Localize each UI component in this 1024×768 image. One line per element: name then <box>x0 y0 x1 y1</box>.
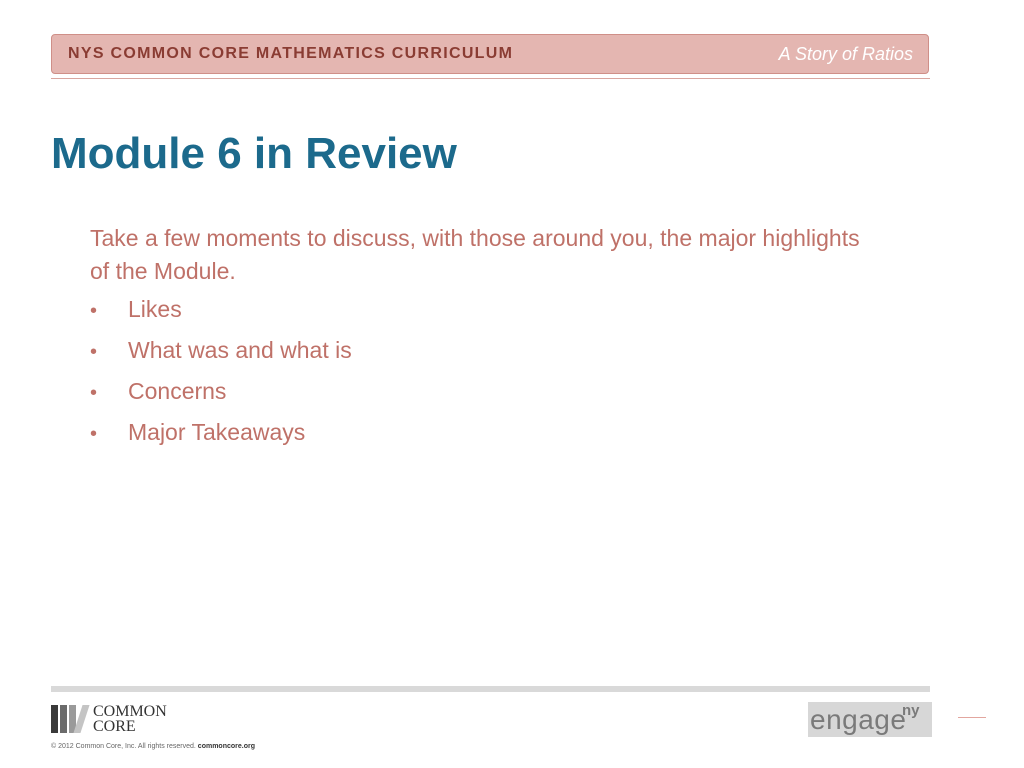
logo-line-2: CORE <box>93 718 136 735</box>
common-core-logo <box>51 704 167 734</box>
engage-superscript: ny <box>902 702 920 719</box>
bullet-text: Likes <box>128 296 182 322</box>
slide-title: Module 6 in Review <box>51 129 457 178</box>
list-item <box>90 296 352 337</box>
engage-word: engage <box>810 704 907 735</box>
logo-line-1: COMMON <box>93 703 167 720</box>
bullet-text: What was and what is <box>128 337 352 363</box>
curriculum-label: NYS COMMON CORE MATHEMATICS CURRICULUM <box>68 45 514 62</box>
engage-ny-logo <box>808 702 932 737</box>
bullet-icon: • <box>90 382 98 404</box>
bullet-icon: • <box>90 341 98 363</box>
bullet-text: Major Takeaways <box>128 419 306 445</box>
list-item <box>90 419 352 460</box>
list-item <box>90 337 352 378</box>
header-divider <box>51 78 930 79</box>
bullet-text: Concerns <box>128 378 227 404</box>
copyright-notice <box>51 743 255 750</box>
common-core-stripes-icon <box>51 705 87 733</box>
list-item <box>90 378 352 419</box>
bullet-icon: • <box>90 300 98 322</box>
bullet-icon: • <box>90 423 98 445</box>
copyright-text: © 2012 Common Core, Inc. All rights reserved. <box>51 743 196 750</box>
common-core-wordmark <box>93 704 167 734</box>
header-bar <box>51 34 929 74</box>
intro-text: Take a few moments to discuss, with those around you, the major highlights of the Module. <box>90 225 860 284</box>
story-label: A Story of Ratios <box>778 44 913 64</box>
footer-divider <box>51 686 930 692</box>
corner-accent-line <box>958 717 986 718</box>
bullet-list <box>90 296 352 460</box>
website-link[interactable]: commoncore.org <box>197 743 255 750</box>
